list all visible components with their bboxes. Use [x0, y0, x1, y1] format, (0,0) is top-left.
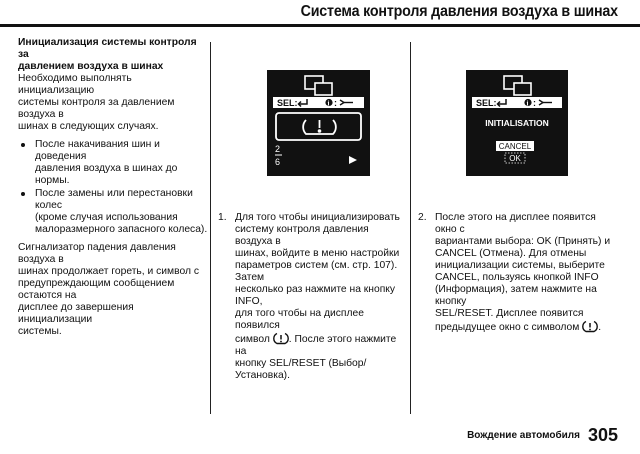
- svg-text::: :: [334, 98, 337, 108]
- tire-pressure-warning-icon: [303, 120, 336, 134]
- sel-label: SEL:: [277, 98, 298, 108]
- column-divider-left: [210, 42, 211, 414]
- svg-text:i: i: [526, 99, 529, 108]
- cancel-label: CANCEL: [498, 142, 532, 151]
- display-screen-tpms: [267, 70, 370, 176]
- step-text: После этого на дисплее появится окно с вариантами выбора: OK (Принять) и CANCEL (Отмена). Для отмены инициализации системы, выберите CANCEL, пользуясь кнопкой INFO (Информация), затем нажмите на кнопку SEL/RESET. Дисплее появится предыдущее окно с символом .: [435, 212, 611, 333]
- step-2: [418, 212, 618, 334]
- list-item: После замены или перестановки колес (кроме случая использования малоразмерного запасного колеса).: [18, 188, 208, 236]
- ok-label: OK: [509, 154, 521, 163]
- svg-text:i: i: [327, 99, 330, 108]
- display-icon: [504, 76, 531, 95]
- page-title: Система контроля давления воздуха в шинах: [300, 3, 618, 20]
- page-current: 2: [275, 144, 281, 154]
- tire-pressure-warning-icon: [582, 320, 598, 333]
- conditions-list: [18, 139, 208, 236]
- step-number: 1.: [218, 212, 227, 223]
- header-rule: [0, 24, 640, 27]
- play-arrow-icon: [349, 156, 357, 164]
- intro-paragraph: Необходимо выполнять инициализацию системы контроля за давлением воздуха в шинах в следующих случаях.: [18, 73, 175, 132]
- outro-paragraph: Сигнализатор падения давления воздуха в шинах продолжает гореть, и символ с предупреждающим сообщением остаются на дисплее до завершения инициализации системы.: [18, 242, 199, 337]
- sel-label: SEL:: [476, 98, 497, 108]
- display-screen-initialisation: [466, 70, 568, 176]
- step-1: [218, 212, 408, 382]
- display-icon: [305, 76, 332, 95]
- screen-title: INITIALISATION: [485, 118, 549, 128]
- step-number: 2.: [418, 212, 427, 223]
- section-heading: Инициализация системы контроля за давлением воздуха в шинах: [18, 37, 197, 72]
- footer-section-title: Вождение автомобиля: [467, 430, 580, 441]
- column-divider-right: [410, 42, 411, 414]
- tire-pressure-warning-icon: [273, 332, 289, 345]
- step-text: Для того чтобы инициализировать систему контроля давления воздуха в шинах, войдите в меню настройки параметров систем (см. стр. 107). Затем несколько раз нажмите на кнопку INFO, для того чтобы на дисплее появился символ . После этого нажмите на кнопку SEL/RESET (Выбор/Установка).: [235, 212, 400, 381]
- tpms-symbol-box: [276, 113, 361, 140]
- page-total: 6: [275, 157, 281, 167]
- page-number: 305: [587, 425, 618, 445]
- intro-section: [18, 37, 208, 338]
- list-item: После накачивания шин и доведения давления воздуха в шинах до нормы.: [18, 139, 208, 187]
- svg-text::: :: [533, 98, 536, 108]
